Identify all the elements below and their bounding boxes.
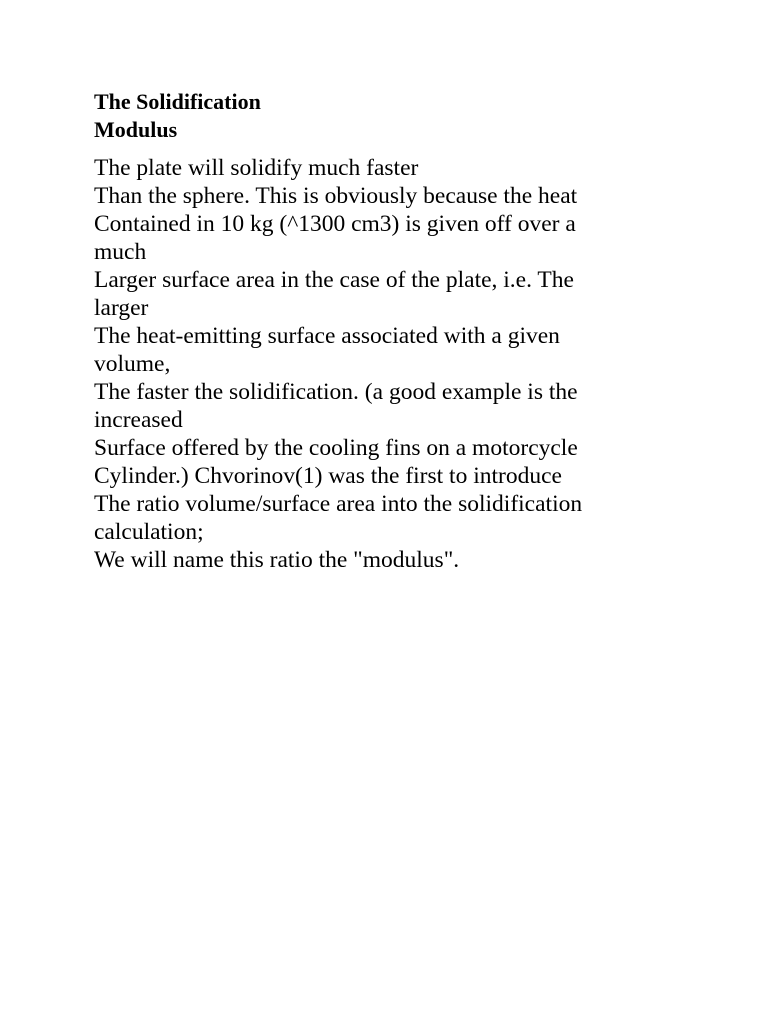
body-line: Surface offered by the cooling fins on a motorcycle — [94, 435, 578, 461]
document-page — [94, 88, 694, 574]
body-line: Contained in 10 kg (^1300 cm3) is given off over a — [94, 211, 576, 237]
body-line: The heat-emitting surface associated with a given — [94, 323, 560, 349]
body-line: Larger surface area in the case of the plate, i.e. The — [94, 267, 574, 293]
body-line: The plate will solidify much faster — [94, 155, 419, 181]
title-line: The Solidification — [94, 89, 261, 114]
body-line: We will name this ratio the "modulus". — [94, 547, 460, 573]
body-line: larger — [94, 295, 149, 321]
body-line: much — [94, 239, 147, 265]
document-title — [94, 88, 694, 144]
title-line: Modulus — [94, 117, 178, 142]
body-paragraph — [94, 154, 694, 574]
body-line: increased — [94, 407, 183, 433]
body-line: Than the sphere. This is obviously because the heat — [94, 183, 578, 209]
body-line: calculation; — [94, 519, 204, 545]
body-line: The ratio volume/surface area into the solidification — [94, 491, 583, 517]
body-line: volume, — [94, 351, 171, 377]
body-line: Cylinder.) Chvorinov(1) was the first to introduce — [94, 463, 562, 489]
body-line: The faster the solidification. (a good example is the — [94, 379, 578, 405]
